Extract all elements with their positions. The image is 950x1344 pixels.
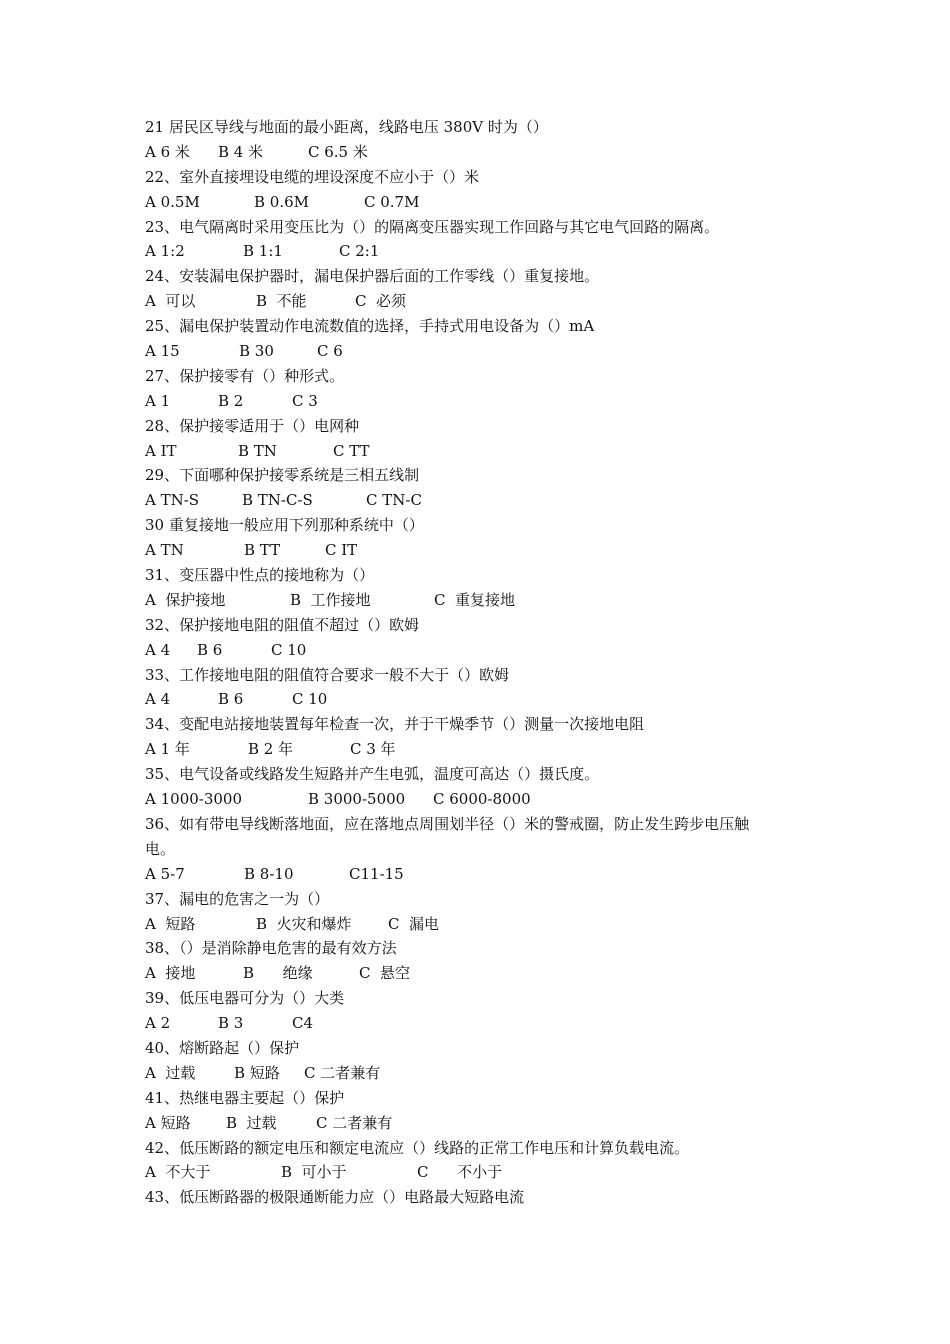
- question-35: 35、电气设备或线路发生短路并产生电弧，温度可高达（）摄氏度。: [145, 765, 600, 784]
- option-b: B 6: [218, 690, 244, 709]
- option-b: B 0.6M: [254, 192, 310, 211]
- option-b: B 绝缘: [243, 964, 313, 983]
- option-a: A 短路: [145, 914, 196, 933]
- option-c: C IT: [325, 541, 358, 560]
- question-29: 29、下面哪种保护接零系统是三相五线制: [145, 466, 420, 485]
- option-c: C 重复接地: [434, 590, 516, 609]
- option-a: A 过载: [145, 1063, 196, 1082]
- option-c: C 6: [317, 342, 343, 361]
- question-41: 41、热继电器主要起（）保护: [145, 1088, 345, 1107]
- question-33: 33、工作接地电阻的阻值符合要求一般不大于（）欧姆: [145, 665, 510, 684]
- question-list: [145, 115, 815, 1210]
- option-c: C 不小于: [417, 1163, 503, 1182]
- question-23: 23、电气隔离时采用变压比为（）的隔离变压器实现工作回路与其它电气回路的隔离。: [145, 217, 720, 236]
- options-34: [145, 737, 815, 762]
- option-c: C 2:1: [339, 242, 380, 261]
- option-a: A 1: [145, 391, 171, 410]
- option-a: A 短路: [145, 1113, 191, 1132]
- option-b: B 2: [218, 391, 244, 410]
- option-c: C 二者兼有: [304, 1063, 381, 1082]
- options-38: [145, 961, 815, 986]
- option-b: B TN-C-S: [242, 491, 313, 510]
- option-a: A 4: [145, 640, 171, 659]
- question-39: 39、低压电器可分为（）大类: [145, 989, 345, 1008]
- option-a: A 可以: [145, 292, 196, 311]
- option-b: B 可小于: [281, 1163, 347, 1182]
- options-29: [145, 488, 815, 513]
- options-32: [145, 638, 815, 663]
- option-c: C TT: [333, 441, 370, 460]
- option-b: B 6: [197, 640, 223, 659]
- option-c: C 3: [292, 391, 318, 410]
- options-36: [145, 862, 815, 887]
- question-38: 38、（）是消除静电危害的最有效方法: [145, 939, 397, 958]
- option-c: C 必须: [355, 292, 407, 311]
- options-40: [145, 1061, 815, 1086]
- option-b: B TN: [238, 441, 277, 460]
- question-21: 21 居民区导线与地面的最小距离，线路电压 380V 时为（）: [145, 118, 548, 136]
- option-a: A 2: [145, 1014, 171, 1033]
- option-b: B 8-10: [244, 864, 294, 883]
- option-c: C 3 年: [350, 740, 396, 759]
- question-32: 32、保护接地电阻的阻值不超过（）欧姆: [145, 615, 420, 634]
- question-36-continued: 电。: [145, 839, 176, 858]
- options-28: [145, 439, 815, 464]
- option-b: B 3000-5000: [308, 790, 406, 809]
- question-31: 31、变压器中性点的接地称为（）: [145, 566, 375, 585]
- option-b: B 4 米: [218, 142, 264, 161]
- options-27: [145, 389, 815, 414]
- option-b: B 工作接地: [290, 590, 371, 609]
- option-c: C11-15: [349, 864, 404, 883]
- option-c: C 6.5 米: [308, 142, 368, 161]
- option-a: A 接地: [145, 964, 196, 983]
- options-35: [145, 787, 815, 812]
- option-c: C 6000-8000: [433, 790, 531, 809]
- option-c: C 0.7M: [364, 192, 420, 211]
- options-25: [145, 339, 815, 364]
- option-a: A TN: [145, 541, 184, 560]
- option-a: A 4: [145, 690, 171, 709]
- question-28: 28、保护接零适用于（）电网种: [145, 416, 360, 435]
- question-37: 37、漏电的危害之一为（）: [145, 889, 330, 908]
- option-c: C 10: [271, 640, 307, 659]
- option-a: A 6 米: [145, 142, 190, 161]
- option-c: C 悬空: [359, 964, 411, 983]
- question-24: 24、安装漏电保护器时，漏电保护器后面的工作零线（）重复接地。: [145, 267, 600, 286]
- option-c: C 10: [292, 690, 328, 709]
- options-30: [145, 538, 815, 563]
- question-40: 40、熔断路起（）保护: [145, 1038, 300, 1057]
- option-b: B 30: [239, 342, 274, 361]
- question-43: 43、低压断路器的极限通断能力应（）电路最大短路电流: [145, 1188, 525, 1207]
- option-a: A 不大于: [145, 1163, 211, 1182]
- question-25: 25、漏电保护装置动作电流数值的选择，手持式用电设备为（）mA: [145, 317, 595, 336]
- options-21: [145, 140, 815, 165]
- option-a: A 1:2: [145, 242, 185, 261]
- question-22: 22、室外直接埋设电缆的埋设深度不应小于（）米: [145, 167, 480, 186]
- options-37: [145, 912, 815, 937]
- options-24: [145, 289, 815, 314]
- option-c: C 漏电: [388, 914, 440, 933]
- option-c: C4: [292, 1014, 314, 1033]
- options-42: [145, 1160, 815, 1185]
- option-b: B 不能: [256, 292, 307, 311]
- options-31: [145, 588, 815, 613]
- question-36: 36、如有带电导线断落地面，应在落地点周围划半径（）米的警戒圈，防止发生跨步电压触: [145, 814, 750, 833]
- options-23: [145, 239, 815, 264]
- option-a: A 保护接地: [145, 590, 226, 609]
- question-34: 34、变配电站接地装置每年检查一次，并于干燥季节（）测量一次接地电阻: [145, 715, 645, 734]
- option-b: B 3: [218, 1014, 244, 1033]
- options-33: [145, 687, 815, 712]
- question-30: 30 重复接地一般应用下列那种系统中（）: [145, 516, 424, 535]
- question-27: 27、保护接零有（）种形式。: [145, 366, 345, 385]
- option-b: B 火灾和爆炸: [256, 914, 352, 933]
- option-a: A IT: [145, 441, 177, 460]
- options-22: [145, 190, 815, 215]
- option-a: A 5-7: [145, 864, 185, 883]
- option-a: A TN-S: [145, 491, 200, 510]
- option-b: B 1:1: [243, 242, 283, 261]
- option-b: B TT: [244, 541, 281, 560]
- option-c: C 二者兼有: [316, 1113, 393, 1132]
- option-b: B 2 年: [248, 740, 294, 759]
- option-c: C TN-C: [366, 491, 422, 510]
- question-42: 42、低压断路的额定电压和额定电流应（）线路的正常工作电压和计算负载电流。: [145, 1138, 690, 1157]
- options-41: [145, 1111, 815, 1136]
- option-a: A 1000-3000: [145, 790, 243, 809]
- option-a: A 15: [145, 342, 180, 361]
- option-a: A 0.5M: [145, 192, 200, 211]
- option-b: B 过载: [226, 1113, 277, 1132]
- options-39: [145, 1011, 815, 1036]
- option-b: B 短路: [234, 1063, 280, 1082]
- option-a: A 1 年: [145, 740, 190, 759]
